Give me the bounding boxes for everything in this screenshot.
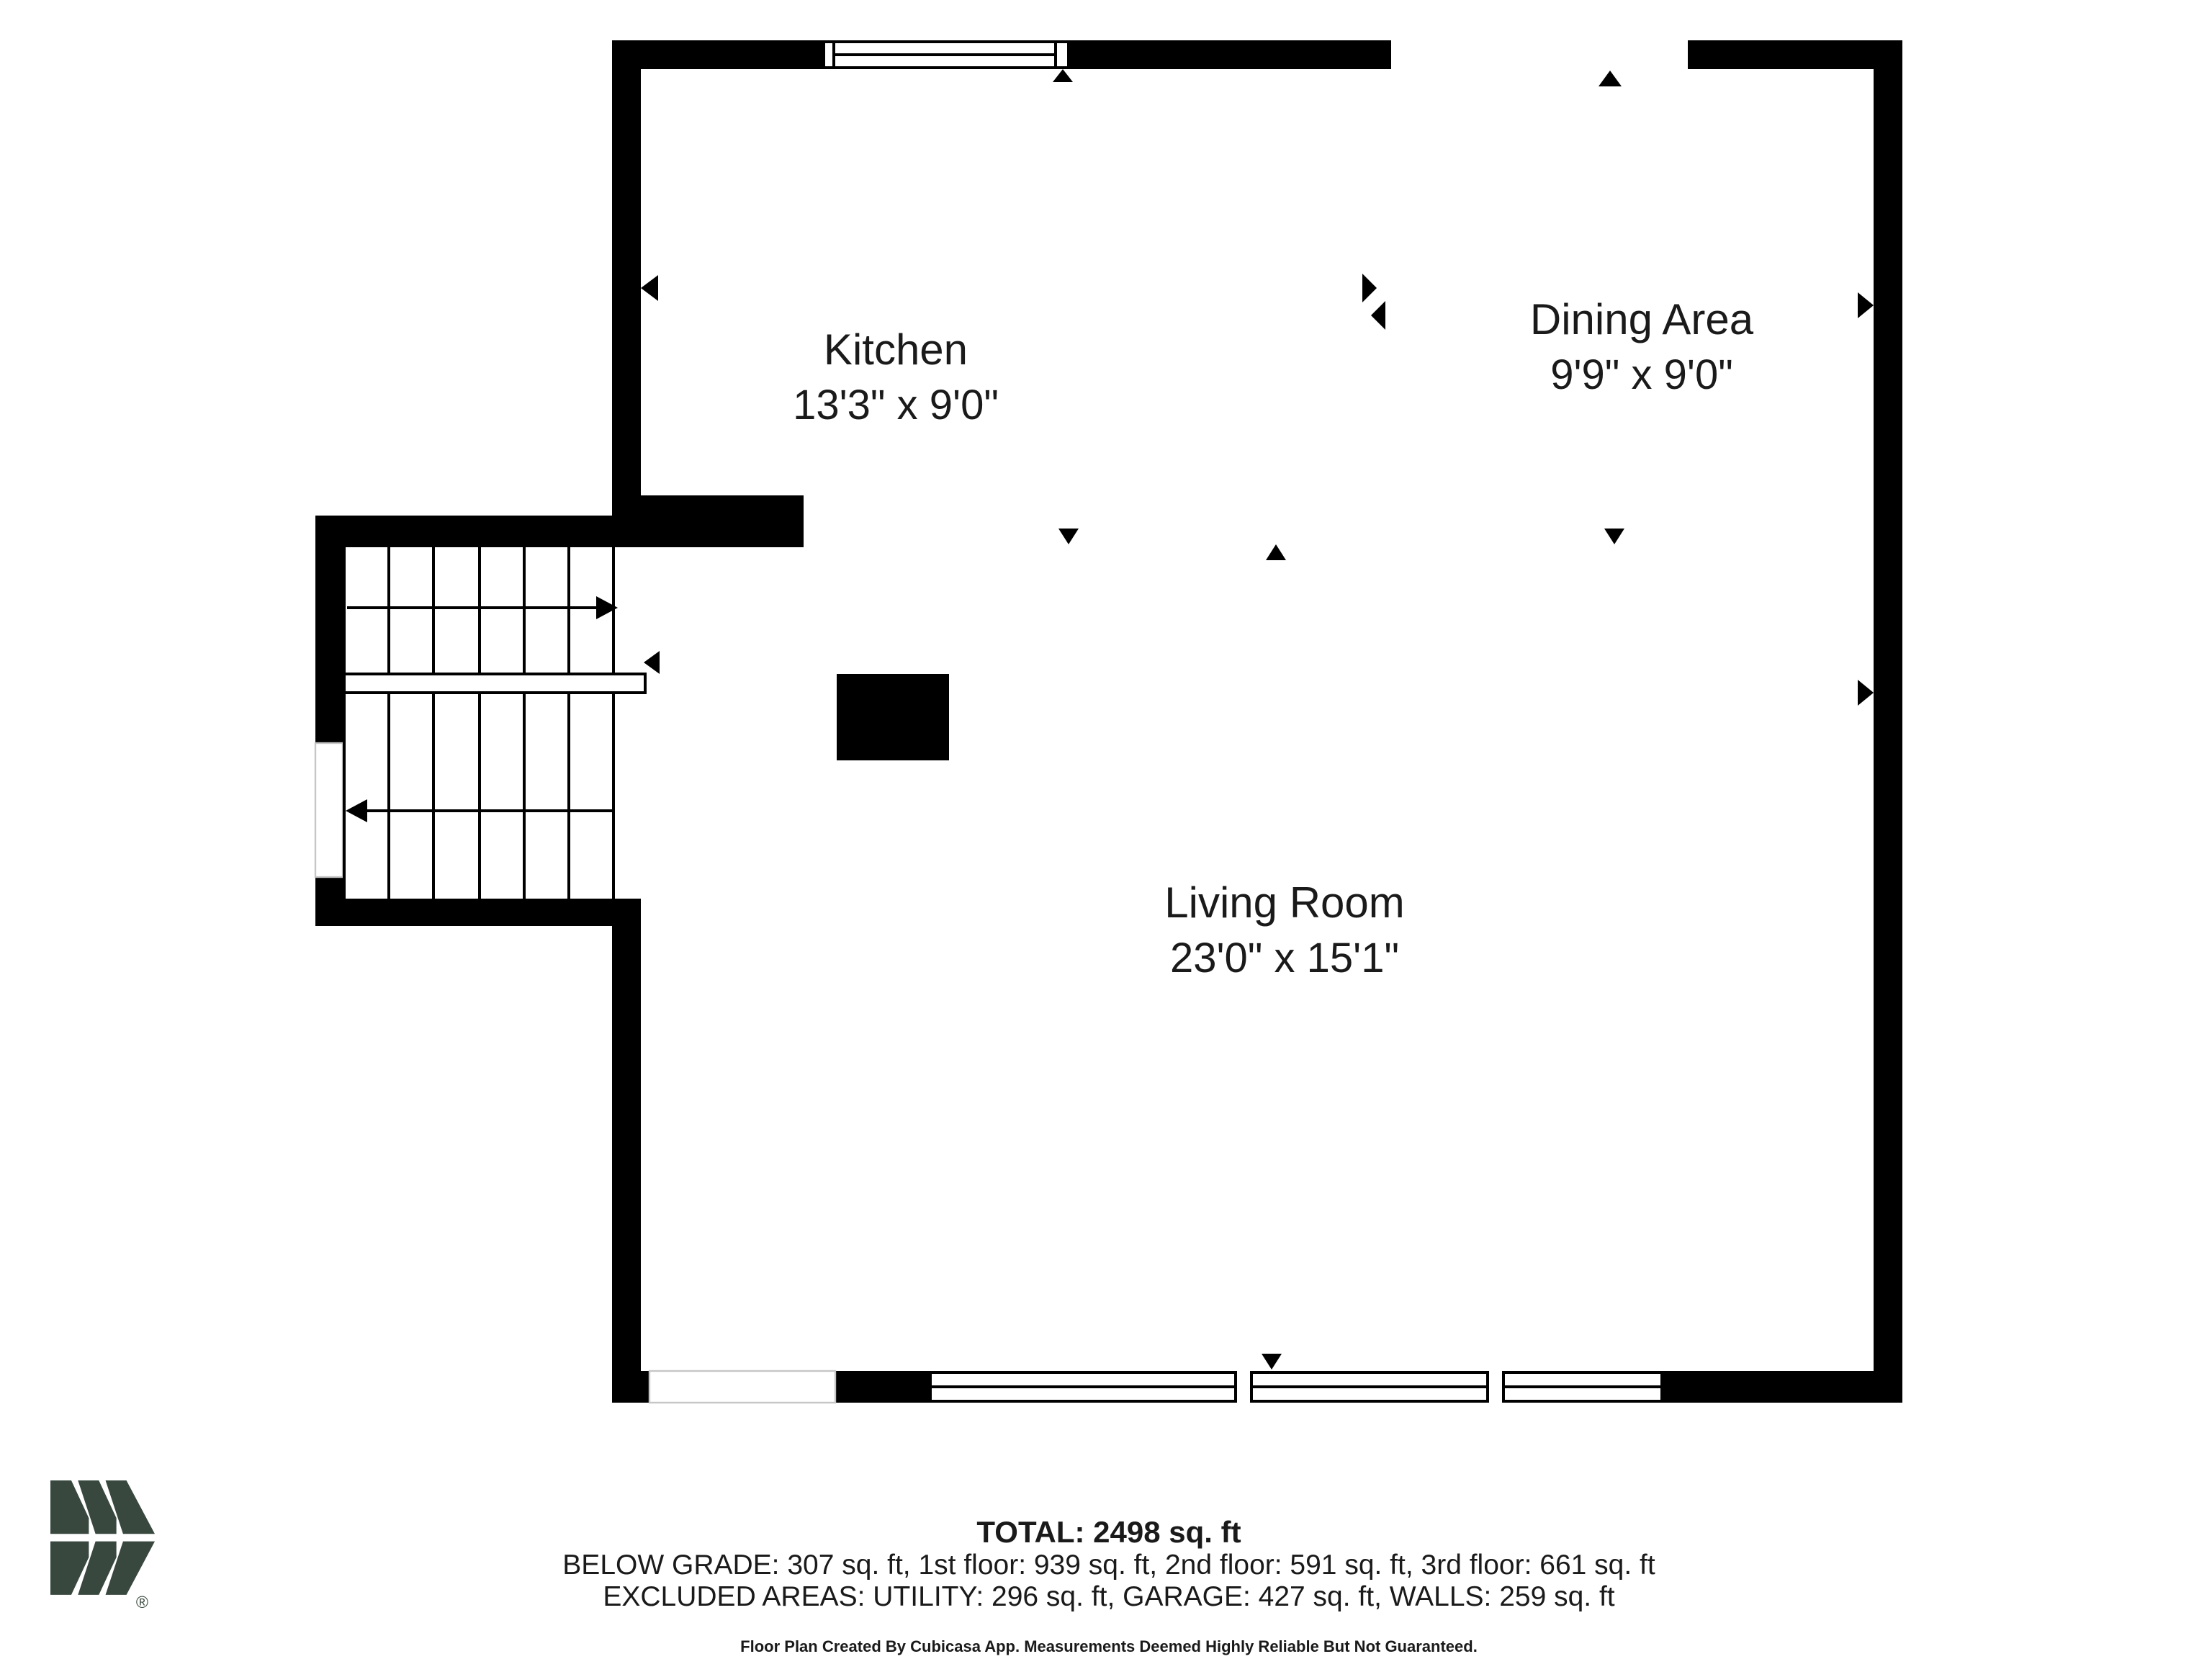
staircase [344, 547, 645, 899]
area-summary [562, 1515, 1655, 1655]
living-room-dimensions: 23'0" x 15'1" [1169, 935, 1400, 981]
logo-bottom-row [50, 1542, 155, 1595]
registered-trademark-icon: ® [135, 1592, 148, 1611]
room-labels [793, 295, 1754, 981]
stairs-down-arrow-icon [346, 799, 367, 822]
marker-up-icon [1599, 71, 1622, 86]
staircase-upper-flight [344, 547, 618, 674]
fireplace-block [837, 674, 949, 760]
direction-markers [641, 69, 1874, 1370]
wall-top-left [612, 40, 824, 69]
marker-right-icon [1858, 292, 1874, 318]
walls [315, 40, 1902, 1403]
wall-stairs-bottom [315, 899, 641, 926]
marker-down-icon [1262, 1354, 1282, 1370]
marker-left-icon [1371, 301, 1385, 330]
kitchen-label: Kitchen [823, 325, 968, 374]
wall-bottom-c [1662, 1371, 1902, 1403]
marker-right-icon [1858, 680, 1874, 706]
wall-stairs-top [315, 516, 641, 547]
marker-up-icon [1266, 544, 1286, 560]
cubicasa-logo [50, 1480, 155, 1611]
logo-top-row [50, 1480, 155, 1534]
dining-area-dimensions: 9'9" x 9'0" [1550, 351, 1733, 398]
wall-top-middle [1069, 40, 1391, 69]
marker-left-icon [644, 651, 660, 674]
wall-kitchen-left [612, 40, 641, 547]
living-room-label: Living Room [1164, 878, 1405, 927]
wall-top-right [1688, 40, 1902, 69]
windows [824, 42, 1662, 1401]
floor-areas-text: BELOW GRADE: 307 sq. ft, 1st floor: 939 sq. ft, 2nd floor: 591 sq. ft, 3rd floor: 661 sq. ft [562, 1550, 1655, 1581]
wall-living-left [612, 926, 641, 1371]
wall-bottom-b [835, 1371, 930, 1403]
wall-bottom-a [612, 1371, 649, 1403]
marker-left-icon [641, 275, 658, 301]
excluded-areas-text: EXCLUDED AREAS: UTILITY: 296 sq. ft, GARAGE: 427 sq. ft, WALLS: 259 sq. ft [603, 1581, 1615, 1612]
kitchen-dimensions: 13'3" x 9'0" [793, 382, 999, 428]
marker-down-icon [1604, 529, 1624, 544]
marker-up-icon [1053, 69, 1073, 82]
bottom-wall-opening [649, 1371, 835, 1403]
marker-down-icon [1058, 529, 1079, 544]
disclaimer-text: Floor Plan Created By Cubicasa App. Measurements Deemed Highly Reliable But Not Guaranteed. [740, 1637, 1478, 1655]
wall-right [1874, 40, 1902, 1403]
wall-stairs-left-upper [315, 516, 343, 743]
marker-right-icon [1362, 274, 1377, 302]
staircase-lower-flight [344, 693, 613, 899]
dining-area-label: Dining Area [1529, 295, 1754, 343]
staircase-landing-rail [344, 674, 645, 693]
door-openings [315, 743, 835, 1403]
stairs-left-opening [315, 743, 343, 877]
total-area-text: TOTAL: 2498 sq. ft [976, 1515, 1241, 1549]
